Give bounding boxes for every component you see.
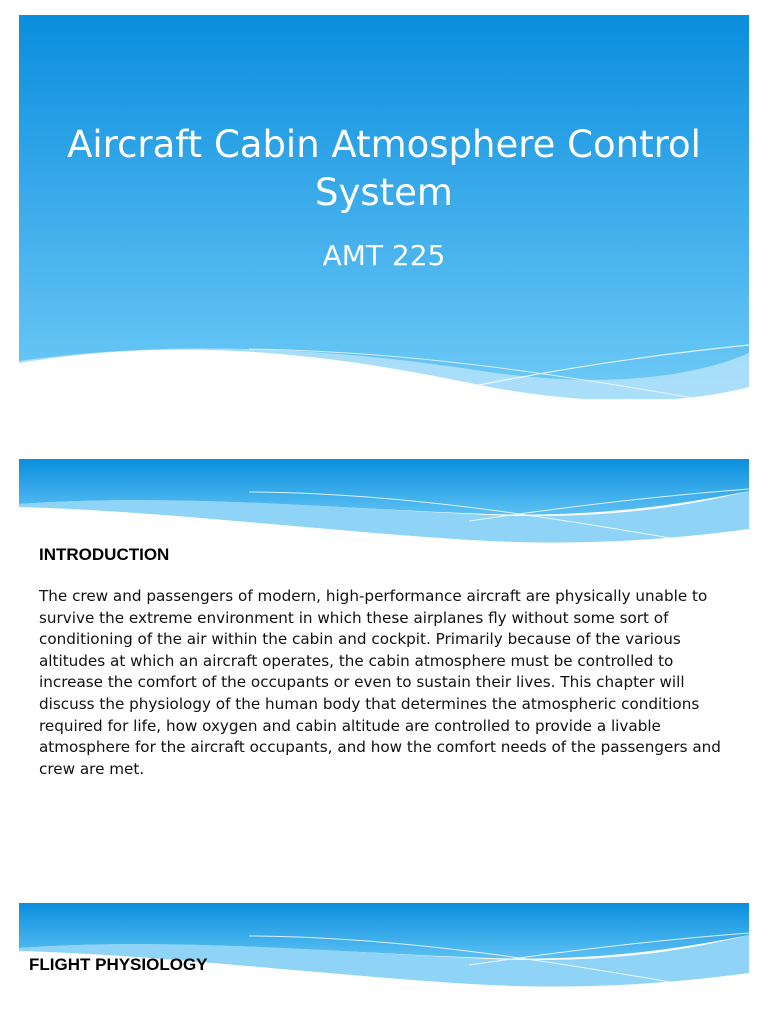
slide-title: Aircraft Cabin Atmosphere Control System [67, 123, 701, 214]
wave-header [19, 903, 749, 993]
title-slide [19, 15, 749, 399]
introduction-slide [19, 459, 749, 843]
wave-header [19, 459, 749, 549]
slide-heading: FLIGHT PHYSIOLOGY [29, 955, 208, 974]
slide-subtitle: AMT 225 [322, 239, 446, 272]
slide-body-text: The crew and passengers of modern, high-performance aircraft are physically unable to survive the extreme environment in which these airplanes fly without some sort of conditioning of the air within the cabin and cockpit. Primarily because of the various altitudes at which an aircraft operates, the cabin atmosphere must be controlled to increase the comfort of the occupants or even to sustain their lives. This chapter will discuss the physiology of the human body that determines the atmospheric conditions required for life, how oxygen and cabin altitude are controlled to provide a livable atmosphere for the aircraft occupants, and how the comfort needs of the passengers and crew are met. [39, 587, 721, 778]
slide-heading: INTRODUCTION [39, 545, 170, 564]
flight-physiology-slide [19, 903, 749, 1024]
